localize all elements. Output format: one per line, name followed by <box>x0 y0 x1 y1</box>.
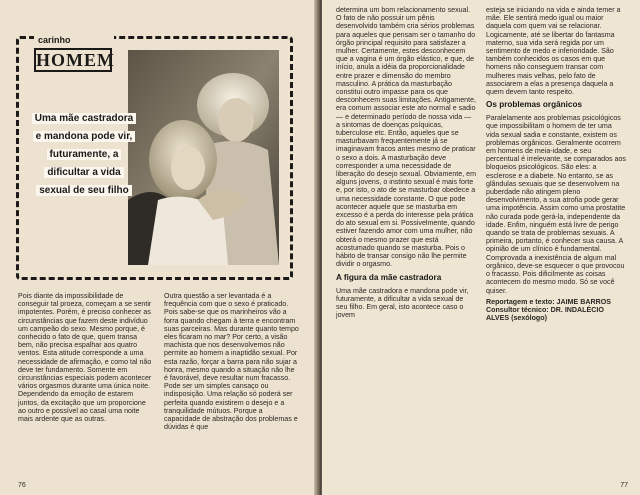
left-page <box>0 0 318 495</box>
logo-title: HOMEM <box>36 50 115 70</box>
pull-quote-text: Uma mãe castradora e mandona pode vir, futuramente, a dificultar a vida sexual de seu filho <box>32 113 136 196</box>
right-column-1 <box>336 6 476 476</box>
page-number-right: 77 <box>620 482 628 489</box>
paragraph: Paralelamente aos problemas psicológicos que impossibilitam o homem de ter uma vida sexual sadia e constante, existem os problemas orgânicos. Geralmente ocorrem em homens de meia-idade, e seu percentual é irrelevante, se comparados aos bloqueios psicológicos. São eles: a esclerose e a diabete. No entanto, se as glândulas sexuais que se desenvolvem na puberdade não atingem pleno desenvolvimento, a sua atrofia pode gerar uma impotência. Assim como uma prostatite não curada pode gerá-la, independente da idade. Enfim, ninguém está livre de perigo quando se trata de problemas sexuais. A primeira, portanto, é conhecer sua causa. A opinião de um clínico é fundamental. Comprovada a inexistência de algum mal orgânico, deve-se esquecer o que provocou o fracasso. Pois dificilmente as coisas acontecem do mesmo modo. Só se você quiser. <box>486 114 626 295</box>
logo-caption: carinho <box>38 35 71 45</box>
couple-photo <box>128 50 279 265</box>
section-logo <box>34 35 114 75</box>
paragraph: esteja se iniciando na vida e ainda temer a mãe. Ele sentirá medo igual ou maior daquela com quem vai se relacionar. Logicamente, até se libertar do fantasma materno, sua vida será regida por um sentimento de medo e inferioridade. São também conhecidos os casos em que homens não conseguem transar com mulheres mais velhas, pelo fato de associarem a elas a presença daquela a quem devem tanto respeito. <box>486 6 621 97</box>
byline-consultant: Consultor técnico: DR. INDALÉCIO ALVES (sexólogo) <box>486 305 604 323</box>
pull-quote <box>30 108 138 198</box>
paragraph: Uma mãe castradora e mandona pode vir, futuramente, a dificultar a vida sexual de seu filho. Em geral, isto acontece caso o jovem <box>336 286 469 320</box>
byline-report: Reportagem e texto: JAIME BARROS <box>486 297 611 306</box>
right-page <box>322 0 640 495</box>
paragraph: determina um bom relacionamento sexual. O fato de não possuir um pênis desenvolvido também cria sérios problemas para aqueles que pensam ser o tamanho do órgão principal requisito para satisfazer a mulher. Certamente, estes desconhecem que a vagina é um órgão elástico, e que, de início, anula a idéia da proporcionalidade entre prazer e dimensão do membro masculino. A prática da masturbação constitui outro impasse para os que desconhecem suas limitações. Antigamente, era comum associar este ato normal e sadio — e determinado período de nossa vida — a sintomas de doenças psíquicas, tuberculose etc. Então, aqueles que se masturbavam frequentemente já se imaginavam fracos antes mesmo de praticar o sexo a dois. A masturbação deve corresponder a uma necessidade de liberação do desejo sexual. Obviamente, em alguns jovens, o instinto sexual é mais forte e, por isto, o ato de se masturbar obedece a uma necessidade constante. O que pode acontecer aquele que se masturba em excesso é a perda do interesse pela prática do ato sexual em si. Possivelmente, quando estiver fazendo amor com uma mulher, não obterá o mesmo prazer que está acostumado quando se masturba. Pois o hábito de transar consigo não lhe permite dividir o orgasmo. <box>336 6 476 269</box>
left-column-2 <box>164 292 300 480</box>
page-number-left: 76 <box>18 482 26 489</box>
paragraph: Outra questão a ser levantada é a frequência com que o sexo é praticado. Pois sabe-se que os marinheiros vão a forra quando chegam à terra e encontram suas parceiras. Mas durante quanto tempo eles ficaram no mar? Por certo, a visão machista que nos desenvolvemos não permite ao homem a inaptidão sexual. Por esta razão, forçar a barra para não sujar a honra, mesmo quando a situação não lhe é favorável, deve resultar num fracasso. Pode ser um simples cansaço ou indisposição. Uma relação só poderá ser perfeita quando existirem o desejo e a tranquilidade mútuos. Porque a capacidade de abstração dos problemas e dúvidas é que <box>164 292 299 432</box>
couple-photo-illustration <box>128 50 279 265</box>
section-heading-organicos: Os problemas orgânicos <box>486 100 583 110</box>
right-column-2 <box>486 6 626 476</box>
left-column-1 <box>18 292 154 480</box>
section-heading-castradora: A figura da mãe castradora <box>336 272 442 282</box>
paragraph: Pois diante da impossibilidade de conseguir tal proeza, começam a se sentir impotentes. Porém, é preciso conhecer as circunstâncias que fazem deste indivíduo um campeão do sexo. Mesmo porque, é conhecido o fato de que, quem transa bem, não precisa espalhar aos quatro ventos. Esta atitude corresponde a uma necessidade de afirmação, e como tal não deve ter fundamento. Somente em circunstâncias especiais podem acontecer vários orgasmos durante uma única noite. Dependendo da emoção de estarem juntos, da excitação que um proporcione ao outro e possível ao casal uma noite mais ardente que as outras. <box>18 292 152 424</box>
